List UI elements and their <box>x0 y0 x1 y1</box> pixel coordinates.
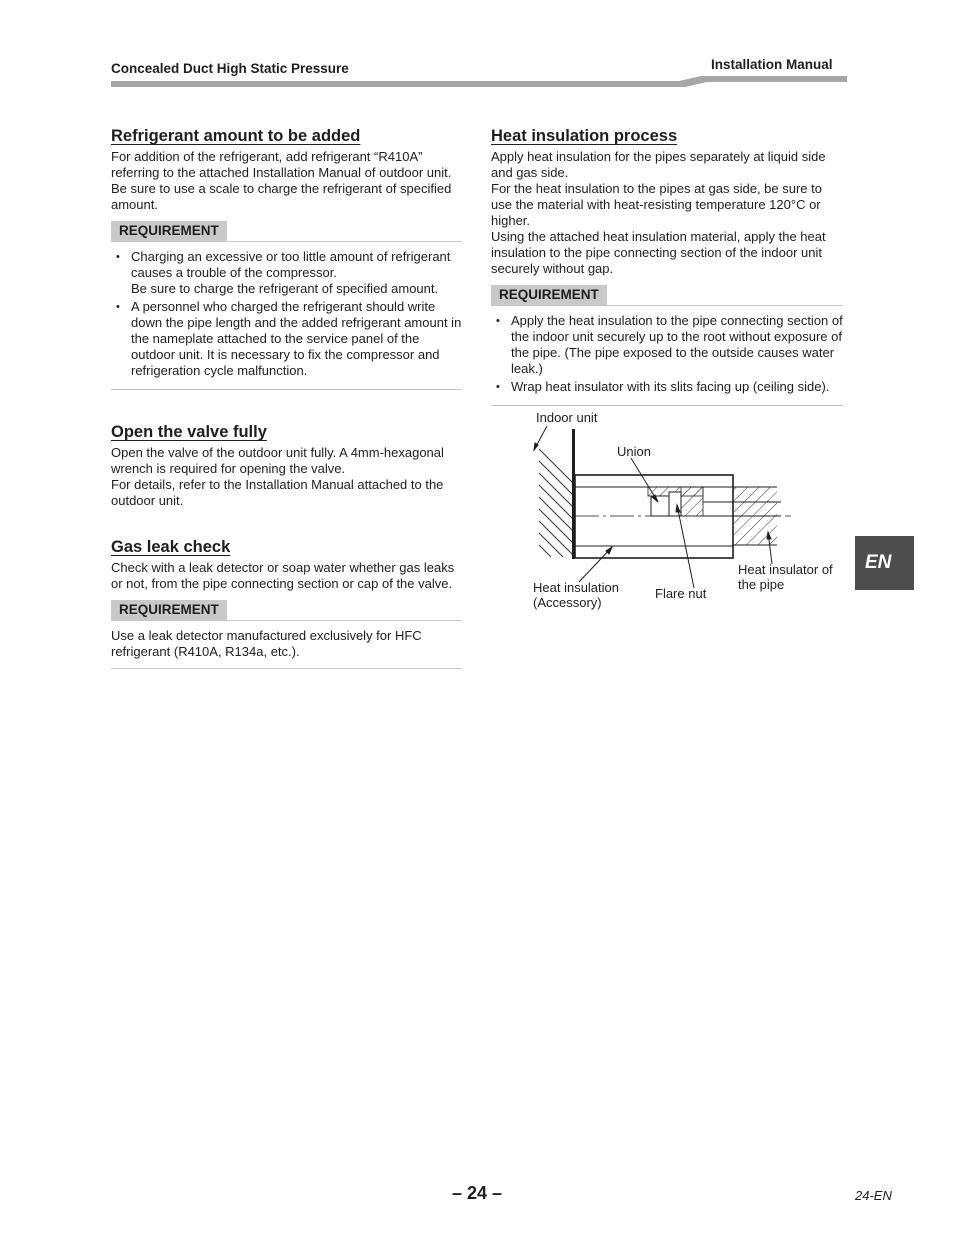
wall-hatch <box>539 449 573 557</box>
list-item: • Apply the heat insulation to the pipe connecting section of the indoor unit securely up to the root without exposure of the pipe. (The pipe exposed to the outside causes water leak.) <box>491 313 843 377</box>
page-number: – 24 – <box>451 1183 503 1203</box>
label-union: Union <box>617 444 651 459</box>
requirement-label: REQUIREMENT <box>491 285 607 305</box>
heat-insulation-title: Heat insulation process <box>491 127 678 145</box>
page-code: 24-EN <box>855 1188 892 1203</box>
requirement-header <box>491 285 843 306</box>
requirement-label: REQUIREMENT <box>111 221 227 241</box>
pipe-insulation-diagram <box>491 404 843 614</box>
refrigerant-title: Refrigerant amount to be added <box>111 127 361 145</box>
requirement-box <box>491 306 843 406</box>
heat-insulation-section <box>491 126 843 406</box>
valve-title: Open the valve fully <box>111 423 267 441</box>
requirement-box <box>111 621 462 669</box>
heat-body-2: For the heat insulation to the pipes at gas side, be sure to use the material with heat-resisting temperature 120°C or higher. <box>491 181 822 228</box>
requirement-header <box>111 221 462 242</box>
label-heat-insulation: Heat insulation (Accessory) <box>533 580 619 610</box>
valve-body-2: For details, refer to the Installation Manual attached to the outdoor unit. <box>111 477 444 508</box>
gas-leak-title: Gas leak check <box>111 538 231 556</box>
requirement-label: REQUIREMENT <box>111 600 227 620</box>
header-product-title: Concealed Duct High Static Pressure <box>111 61 349 76</box>
list-item-extra: Be sure to charge the refrigerant of specified amount. <box>131 281 439 296</box>
header-bar <box>111 76 847 88</box>
list-item: • A personnel who charged the refrigerant should write down the pipe length and the added refrigerant amount in the nameplate attached to the service panel of the outdoor unit. It is necessary to fix the compressor and refrigeration cycle malfunction. <box>111 299 462 379</box>
refrigerant-section <box>111 126 462 390</box>
list-item: • Wrap heat insulator with its slits facing up (ceiling side). <box>491 379 843 395</box>
label-heat-insulator: Heat insulator of the pipe <box>738 562 833 592</box>
gas-leak-section <box>111 537 462 669</box>
gas-leak-body: Check with a leak detector or soap water whether gas leaks or not, from the pipe connecting section or cap of the valve. <box>111 560 455 591</box>
requirement-box <box>111 242 462 390</box>
label-flare-nut: Flare nut <box>655 586 707 601</box>
refrigerant-body: For addition of the refrigerant, add refrigerant “R410A” referring to the attached Installation Manual of outdoor unit. Be sure to use a scale to charge the refrigerant of specified amount. <box>111 149 452 212</box>
gas-leak-requirement-text: Use a leak detector manufactured exclusively for HFC refrigerant (R410A, R134a, etc.). <box>111 628 422 659</box>
language-tab: EN <box>855 536 914 590</box>
label-indoor-unit: Indoor unit <box>536 410 598 425</box>
heat-body-3: Using the attached heat insulation material, apply the heat insulation to the pipe connecting section of the indoor unit securely without gap. <box>491 229 826 276</box>
header-manual-title: Installation Manual <box>711 57 833 72</box>
valve-section <box>111 422 462 509</box>
heat-body-1: Apply heat insulation for the pipes separately at liquid side and gas side. <box>491 149 826 180</box>
list-item: • Charging an excessive or too little amount of refrigerant causes a trouble of the compressor. Be sure to charge the refrigerant of specified amount. <box>111 249 462 297</box>
requirement-header <box>111 600 462 621</box>
valve-body-1: Open the valve of the outdoor unit fully. A 4mm-hexagonal wrench is required for opening the valve. <box>111 445 444 476</box>
